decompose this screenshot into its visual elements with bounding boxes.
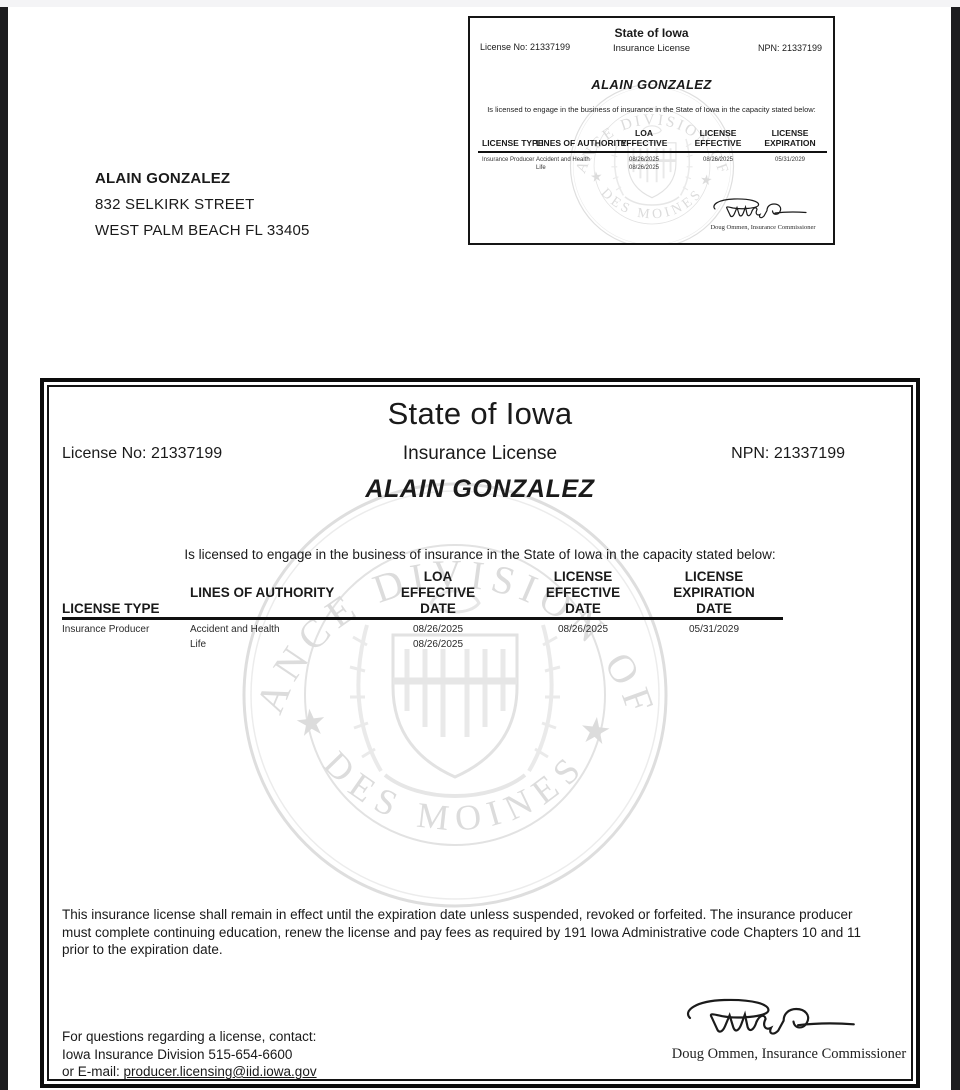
mini-cell-loa-eff-2: 08/26/2025 <box>628 165 660 171</box>
viewer-top-strip <box>0 0 960 7</box>
mini-cell-loa-eff-1: 08/26/2025 <box>628 157 660 163</box>
mini-license-certificate <box>468 16 835 245</box>
mini-commissioner-signature <box>710 194 810 224</box>
mini-cell-license-type: Insurance Producer <box>482 157 535 163</box>
mini-cell-loa-1: Accident and Health <box>536 157 590 163</box>
cell-loa-effective-1: 08/26/2025 <box>412 624 464 635</box>
col-lines-of-authority: LINES OF AUTHORITY <box>190 585 335 600</box>
mini-cell-lic-eff: 08/26/2025 <box>702 157 734 163</box>
license-certificate <box>40 378 920 1088</box>
contact-line-2: Iowa Insurance Division 515-654-6600 <box>62 1046 293 1062</box>
npn-number: NPN: 21337199 <box>731 445 845 462</box>
license-number: License No: 21337199 <box>62 445 223 462</box>
mini-holder-name: ALAIN GONZALEZ <box>591 77 712 92</box>
col-license-expiration-date: LICENSE EXPIRATION DATE <box>673 569 755 616</box>
mini-table-header-rule <box>478 151 827 153</box>
licensing-email-link[interactable]: producer.licensing@iid.iowa.gov <box>123 1064 317 1079</box>
commissioner-signature <box>671 991 871 1045</box>
col-license-effective-date: LICENSE EFFECTIVE DATE <box>545 569 621 616</box>
mini-cell-loa-2: Life <box>536 165 546 171</box>
cell-line-of-authority-1: Accident and Health <box>190 624 280 635</box>
viewer-edge-left <box>0 7 8 1090</box>
viewer-edge-right <box>951 7 960 1090</box>
mini-commissioner-label: Doug Ommen, Insurance Commissioner <box>710 224 816 231</box>
mini-col-lines-of-authority: LINES OF AUTHORITY <box>536 138 627 148</box>
mini-col-license-effective: LICENSE EFFECTIVE <box>694 128 742 148</box>
license-terms-paragraph: This insurance license shall remain in effect until the expiration date unless suspended, revoked or forfeited. The insurance producer must complete continuing education, renew the license and pay fees as required by 191 Iowa Administrative code Chapters 10 and 11 prior to the expiration date. <box>62 907 861 957</box>
table-header-rule <box>62 617 783 620</box>
contact-block <box>62 1028 317 1081</box>
mini-col-license-type: LICENSE TYPE <box>482 138 544 148</box>
recipient-name: ALAIN GONZALEZ <box>95 170 231 187</box>
mini-col-license-expiration: LICENSE EXPIRATION <box>764 128 816 148</box>
recipient-city-state-zip: WEST PALM BEACH FL 33405 <box>95 222 310 239</box>
mini-cert-subtitle: Insurance License <box>612 43 691 54</box>
holder-name: ALAIN GONZALEZ <box>365 475 595 503</box>
certificate-title: State of Iowa <box>387 396 573 431</box>
mini-cell-lic-exp: 05/31/2029 <box>774 157 806 163</box>
license-statement: Is licensed to engage in the business of insurance in the State of Iowa in the capacity stated below: <box>184 547 776 562</box>
col-loa-effective-date: LOA EFFECTIVE DATE <box>400 569 476 616</box>
certificate-subtitle: Insurance License <box>402 443 558 464</box>
mailing-address-block <box>95 166 310 244</box>
mini-license-number: License No: 21337199 <box>480 42 571 52</box>
contact-line-1: For questions regarding a license, contact: <box>62 1029 317 1044</box>
cell-license-expiration: 05/31/2029 <box>688 624 740 635</box>
cell-license-effective: 08/26/2025 <box>557 624 609 635</box>
cell-license-type: Insurance Producer <box>62 624 150 635</box>
cell-line-of-authority-2: Life <box>190 639 207 650</box>
cell-loa-effective-2: 08/26/2025 <box>412 639 464 650</box>
col-license-type: LICENSE TYPE <box>62 601 160 616</box>
certificate-inner-frame <box>47 385 913 1081</box>
contact-line-3 <box>62 1063 317 1081</box>
email-prefix: or E-mail: <box>62 1064 124 1079</box>
mini-npn-number: NPN: 21337199 <box>757 43 822 53</box>
iowa-insurance-seal-watermark <box>235 475 675 915</box>
mini-license-statement: Is licensed to engage in the business of insurance in the State of Iowa in the capacity stated below: <box>487 105 816 114</box>
mini-col-loa-effective: LOA EFFECTIVE <box>620 128 668 148</box>
recipient-street: 832 SELKIRK STREET <box>95 196 255 213</box>
commissioner-label: Doug Ommen, Insurance Commissioner <box>671 1046 907 1062</box>
mini-cert-title: State of Iowa <box>614 26 689 40</box>
